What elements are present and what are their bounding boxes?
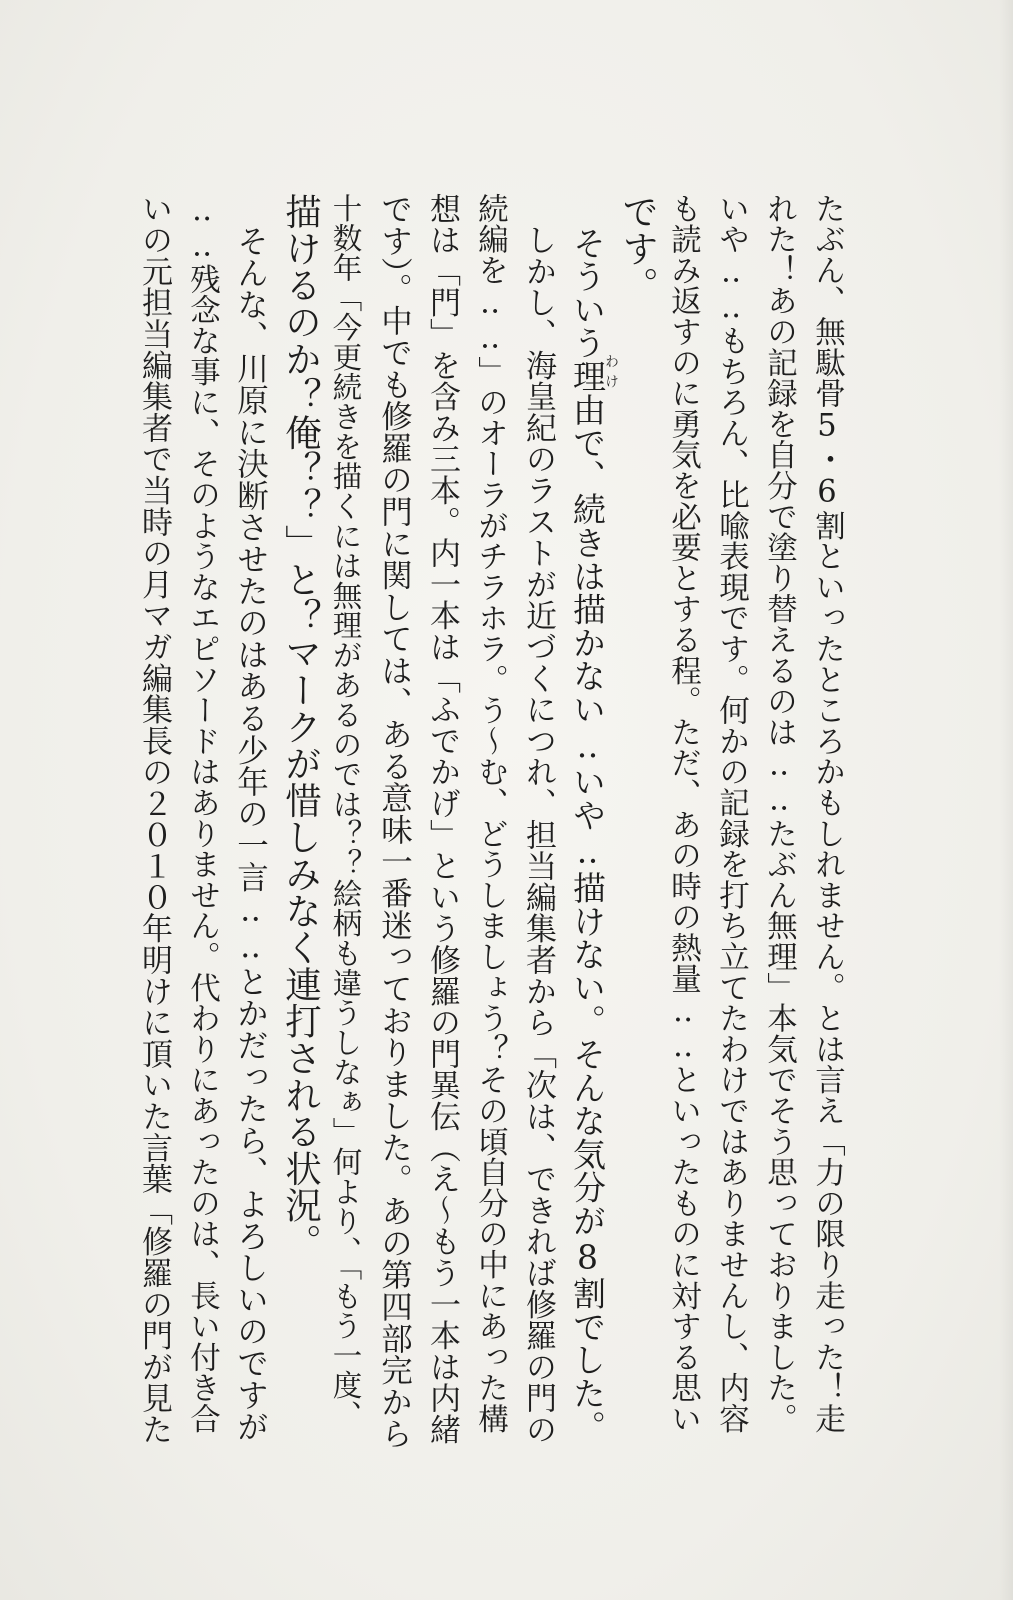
text-column: そんな、川原に決断させたのはある少年の一言‥‥とかだったら、よろしいのですが: [232, 193, 269, 1443]
text-column: です。: [616, 193, 660, 304]
text-column: そういう理由で、続きは描かない‥いや‥描けない。そんな気分が8割でした。: [568, 193, 607, 1444]
text-column: 続編を‥‥」のオーラがチラホラ。う〜む、どうしましょう？その頃自分の中にあった構: [472, 193, 508, 1434]
text-column: しかし、海皇紀のラストが近づくにつれ、担当編集者から「次は、できれば修羅の門の: [520, 193, 556, 1445]
text-column: 想は「門」を含み三本。内一本は「ふでかげ」という修羅の門異伝（え〜もう一本は内緒: [424, 193, 460, 1445]
page-edge: [999, 0, 1013, 1600]
text-column: です）。中でも修羅の門に関しては、ある意味一番迷っておりました。あの第四部完から: [376, 193, 413, 1450]
text-column: たぶん、無駄骨5・6割といったところかもしれません。とは言え「力の限り走った！走: [809, 193, 845, 1434]
ruby-annotation: わけ: [603, 354, 619, 394]
text-column: れた！あの記録を自分で塗り替えるのは‥‥たぶん無理」本気でそう思っておりました。: [761, 193, 797, 1434]
text-column: ‥‥残念な事に、そのようなエピソードはありません。代わりにあったのは、長い付き合: [184, 193, 220, 1434]
text-column: も読み返すのに勇気を必要とする程。ただ、あの時の熱量‥‥といったものに対する思い: [665, 193, 701, 1434]
text-column: 十数年「今更続きを描くには無理があるのでは？？絵柄も違うしなぁ」何より、「もう一度、: [328, 193, 363, 1430]
text-column: いや‥‥もちろん、比喩表現です。何かの記録を打ち立てたわけではありませんし、内容: [713, 193, 749, 1434]
text-column: 描けるのか？俺？？」と？マークが惜しみなく連打される状況。: [279, 193, 323, 1261]
text-column: いの元担当編集者で当時の月マガ編集長の２０１０年明けに頂いた言葉「修羅の門が見た: [136, 193, 172, 1445]
